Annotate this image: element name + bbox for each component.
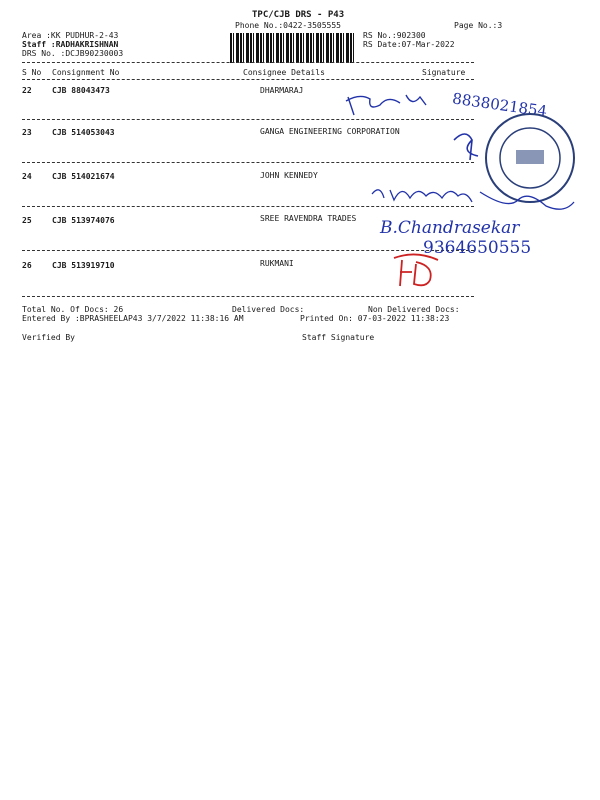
staff-field: Staff :RADHAKRISHNAN xyxy=(22,40,119,49)
fd-mark xyxy=(388,252,448,292)
row-consignment: CJB 513919710 xyxy=(52,261,115,270)
row-consignee: GANGA ENGINEERING CORPORATION xyxy=(260,127,400,136)
column-signature: Signature xyxy=(422,68,466,77)
non-delivered-docs: Non Delivered Docs: xyxy=(368,305,460,314)
delivered-docs: Delivered Docs: xyxy=(232,305,305,314)
handwritten-phone-1: 8838021854 xyxy=(451,89,549,121)
area-field: Area :KK PUDHUR-2-43 xyxy=(22,31,119,40)
staff-signature: Staff Signature xyxy=(302,333,375,342)
row-consignee: SREE RAVENDRA TRADES xyxy=(260,214,357,223)
rs-date: RS Date:07-Mar-2022 xyxy=(363,40,455,49)
handwritten-name-2: B.Chandrasekar xyxy=(380,218,520,238)
row-consignee: RUKMANI xyxy=(260,259,294,268)
verified-by: Verified By xyxy=(22,333,75,342)
row-consignment: CJB 514021674 xyxy=(52,172,115,181)
signature-row-24 xyxy=(368,180,588,220)
page-number: Page No.:3 xyxy=(454,21,503,30)
rs-number: RS No.:902300 xyxy=(363,31,426,40)
drs-number: DRS No. :DCJB90230003 xyxy=(22,49,124,58)
document-title: TPC/CJB DRS - P43 xyxy=(252,10,345,20)
entered-by: Entered By :BPRASHEELAP43 3/7/2022 11:38:16 AM xyxy=(22,314,244,323)
row-sno: 22 xyxy=(22,86,32,95)
total-docs: Total No. Of Docs: 26 xyxy=(22,305,124,314)
barcode xyxy=(230,33,354,63)
row-consignee: DHARMARAJ xyxy=(260,86,304,95)
row-sno: 25 xyxy=(22,216,32,225)
footer-divider xyxy=(22,296,474,297)
row-sno: 24 xyxy=(22,172,32,181)
row-sno: 23 xyxy=(22,128,32,137)
header-bottom-divider xyxy=(22,79,474,80)
signature-row-23 xyxy=(448,128,488,168)
column-consignee: Consignee Details xyxy=(243,68,325,77)
row-consignee: JOHN KENNEDY xyxy=(260,171,318,180)
row-consignment: CJB 514053043 xyxy=(52,128,115,137)
printed-on: Printed On: 07-03-2022 11:38:23 xyxy=(300,314,450,323)
row-divider xyxy=(22,250,474,251)
handwritten-phone-2: 9364650555 xyxy=(423,238,532,258)
column-sno: S No xyxy=(22,68,42,77)
row-consignment: CJB 513974076 xyxy=(52,216,115,225)
row-sno: 26 xyxy=(22,261,32,270)
row-divider xyxy=(22,162,474,163)
column-consignment: Consignment No xyxy=(52,68,120,77)
header-top-divider xyxy=(22,62,474,63)
phone-number: Phone No.:0422-3505555 xyxy=(235,21,341,30)
row-consignment: CJB 88043473 xyxy=(52,86,110,95)
